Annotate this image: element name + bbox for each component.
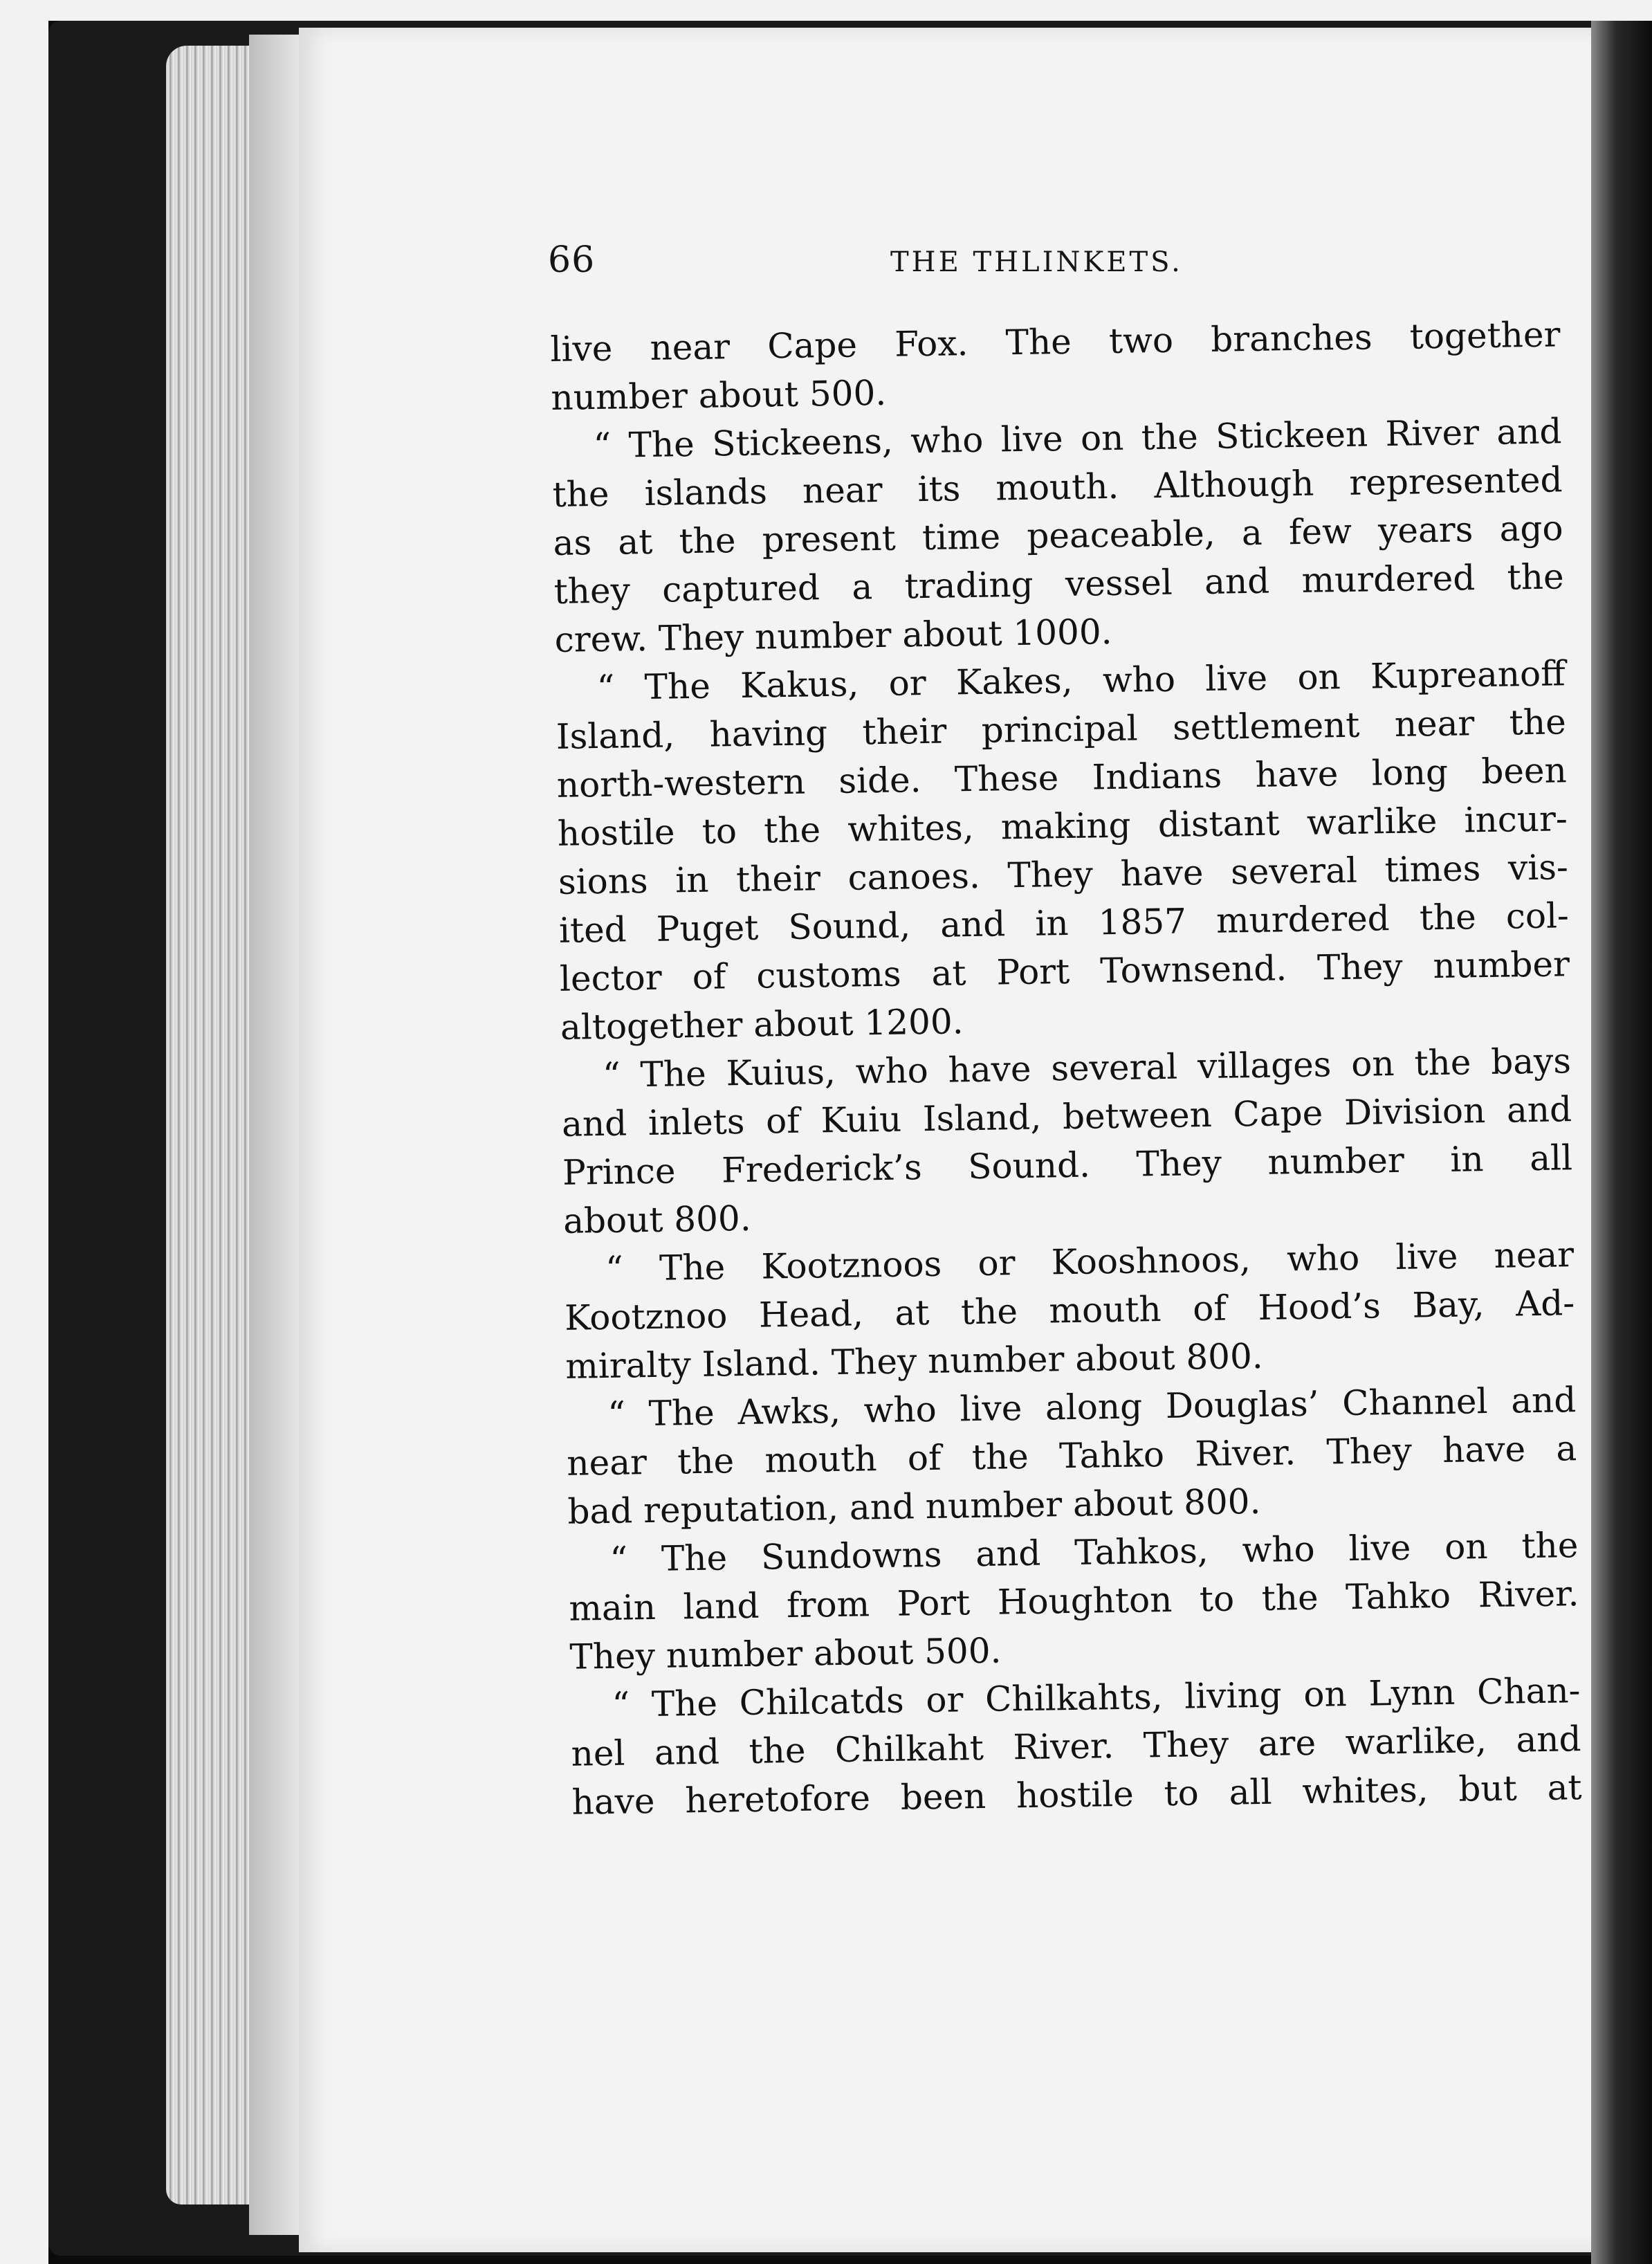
scan-left-border xyxy=(0,0,48,2264)
text-line: ited Puget Sound, and in 1857 murdered the col- xyxy=(558,895,1570,951)
running-head: THE THLINKETS. xyxy=(890,246,1183,278)
text-line: about 800. xyxy=(562,1198,752,1241)
text-line: sions in their canoes. They have several times vis- xyxy=(558,847,1569,902)
text-line: hostile to the whites, making distant warlike incur- xyxy=(557,798,1568,854)
text-line: bad reputation, and number about 800. xyxy=(567,1481,1261,1532)
text-line: main land from Port Houghton to the Tahko River. xyxy=(569,1573,1579,1629)
text-line: “ The Kuius, who have several villages on the bays xyxy=(602,1041,1572,1095)
gutter-shadow xyxy=(1591,21,1652,2264)
text-line: Kootznoo Head, at the mouth of Hood’s Bay, Ad- xyxy=(564,1283,1575,1338)
text-line: have heretofore been hostile to all whites, but at xyxy=(571,1767,1582,1823)
page-edges-shadow xyxy=(249,35,304,2235)
text-line: live near Cape Fox. The two branches together xyxy=(550,314,1561,369)
text-line: They number about 500. xyxy=(569,1630,1002,1677)
text-line: near the mouth of the Tahko River. They have a xyxy=(566,1428,1577,1484)
text-line: Prince Frederick’s Sound. They number in all xyxy=(562,1138,1573,1193)
text-line: the islands near its mouth. Although represented xyxy=(552,459,1563,515)
scan-top-border xyxy=(48,0,1652,21)
text-line: “ The Kootznoos or Kooshnoos, who live near xyxy=(605,1234,1575,1289)
text-line: number about 500. xyxy=(551,372,887,418)
text-line: “ The Stickeens, who live on the Stickeen River and xyxy=(593,411,1562,466)
body-text xyxy=(550,310,1582,1826)
text-line: and inlets of Kuiu Island, between Cape Division and xyxy=(561,1089,1572,1144)
text-line: miralty Island. They number about 800. xyxy=(565,1335,1264,1387)
page-header xyxy=(548,239,1240,302)
page-number: 66 xyxy=(548,239,596,281)
text-line: as at the present time peaceable, a few years ago xyxy=(553,508,1563,563)
text-line: “ The Kakus, or Kakes, who live on Kupreanoff xyxy=(596,653,1566,709)
text-line: north-western side. These Indians have long been xyxy=(556,750,1568,805)
text-line: lector of customs at Port Townsend. They number xyxy=(559,944,1570,999)
text-line: “ The Chilcatds or Chilkahts, living on Lynn Chan- xyxy=(612,1670,1581,1725)
text-line: they captured a trading vessel and murdered the xyxy=(553,556,1564,612)
text-line: altogether about 1200. xyxy=(560,1001,964,1048)
text-line: “ The Awks, who live along Douglas’ Channel and xyxy=(607,1380,1577,1434)
text-line: “ The Sundowns and Tahkos, who live on the xyxy=(609,1525,1579,1580)
text-line: nel and the Chilkaht River. They are warlike, and xyxy=(571,1719,1581,1774)
text-line: Island, having their principal settlement near the xyxy=(556,702,1567,757)
text-line: crew. They number about 1000. xyxy=(554,611,1112,660)
